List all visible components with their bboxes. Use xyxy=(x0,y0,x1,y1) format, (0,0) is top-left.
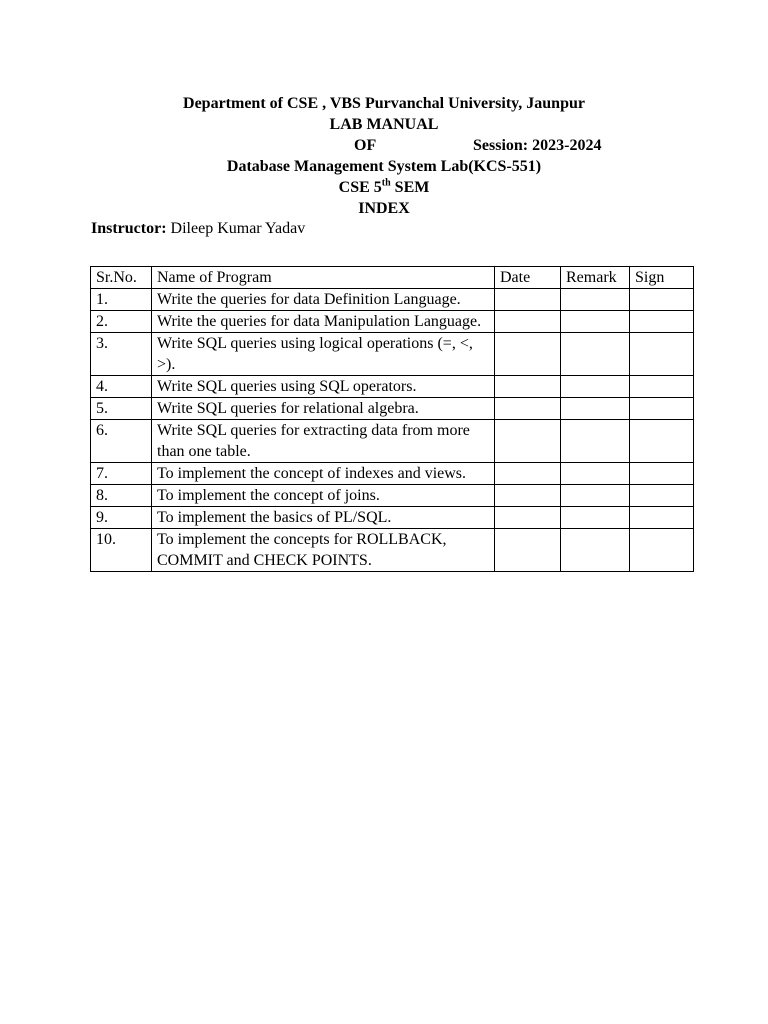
row-date-cell xyxy=(495,463,561,485)
row-sr-no: 10. xyxy=(91,529,152,572)
row-date-cell xyxy=(495,311,561,333)
of-label: OF xyxy=(354,137,377,154)
table-row xyxy=(91,507,694,529)
row-sr-no: 3. xyxy=(91,333,152,376)
instructor-label: Instructor: xyxy=(91,220,167,237)
row-sign-cell xyxy=(630,529,694,572)
table-row xyxy=(91,420,694,463)
row-program-name: To implement the concepts for ROLLBACK, COMMIT and CHECK POINTS. xyxy=(152,529,495,572)
row-program-name: To implement the basics of PL/SQL. xyxy=(152,507,495,529)
row-sign-cell xyxy=(630,311,694,333)
row-remark-cell xyxy=(561,311,630,333)
row-program-name: Write SQL queries using logical operations (=, <, >). xyxy=(152,333,495,376)
row-sr-no: 9. xyxy=(91,507,152,529)
row-sign-cell xyxy=(630,420,694,463)
table-header-row xyxy=(91,267,694,289)
semester-prefix: CSE 5 xyxy=(338,179,382,196)
row-sr-no: 2. xyxy=(91,311,152,333)
row-date-cell xyxy=(495,333,561,376)
table-row xyxy=(91,289,694,311)
semester-heading xyxy=(0,178,768,198)
row-sr-no: 8. xyxy=(91,485,152,507)
row-remark-cell xyxy=(561,420,630,463)
index-heading: INDEX xyxy=(358,200,410,217)
row-program-name: Write the queries for data Definition Language. xyxy=(152,289,495,311)
semester-suffix: SEM xyxy=(390,179,430,196)
row-sign-cell xyxy=(630,507,694,529)
row-sr-no: 7. xyxy=(91,463,152,485)
row-sr-no: 1. xyxy=(91,289,152,311)
header-sign: Sign xyxy=(630,267,694,289)
instructor-name: Dileep Kumar Yadav xyxy=(166,220,306,237)
row-date-cell xyxy=(495,485,561,507)
table-row xyxy=(91,463,694,485)
row-program-name: To implement the concept of joins. xyxy=(152,485,495,507)
row-remark-cell xyxy=(561,463,630,485)
row-date-cell xyxy=(495,376,561,398)
row-sign-cell xyxy=(630,333,694,376)
header-date: Date xyxy=(495,267,561,289)
row-date-cell xyxy=(495,529,561,572)
row-date-cell xyxy=(495,507,561,529)
row-sign-cell xyxy=(630,289,694,311)
table-row xyxy=(91,376,694,398)
row-sign-cell xyxy=(630,463,694,485)
instructor-line xyxy=(91,219,305,239)
row-sign-cell xyxy=(630,398,694,420)
lab-manual-heading: LAB MANUAL xyxy=(329,116,439,133)
semester-superscript: th xyxy=(381,177,391,189)
row-sr-no: 6. xyxy=(91,420,152,463)
session-label: Session: 2023-2024 xyxy=(473,137,602,154)
row-date-cell xyxy=(495,289,561,311)
row-remark-cell xyxy=(561,507,630,529)
row-remark-cell xyxy=(561,485,630,507)
row-sr-no: 4. xyxy=(91,376,152,398)
row-remark-cell xyxy=(561,333,630,376)
row-sr-no: 5. xyxy=(91,398,152,420)
row-sign-cell xyxy=(630,485,694,507)
row-remark-cell xyxy=(561,529,630,572)
table-row xyxy=(91,529,694,572)
table-row xyxy=(91,311,694,333)
row-remark-cell xyxy=(561,398,630,420)
course-title: Database Management System Lab(KCS-551) xyxy=(226,158,542,175)
row-program-name: To implement the concept of indexes and views. xyxy=(152,463,495,485)
row-program-name: Write SQL queries for extracting data from more than one table. xyxy=(152,420,495,463)
header-remark: Remark xyxy=(561,267,630,289)
header-program-name: Name of Program xyxy=(152,267,495,289)
row-date-cell xyxy=(495,420,561,463)
row-sign-cell xyxy=(630,376,694,398)
table-row xyxy=(91,333,694,376)
table-row xyxy=(91,485,694,507)
row-program-name: Write SQL queries for relational algebra. xyxy=(152,398,495,420)
row-remark-cell xyxy=(561,289,630,311)
row-remark-cell xyxy=(561,376,630,398)
row-program-name: Write SQL queries using SQL operators. xyxy=(152,376,495,398)
index-table xyxy=(90,266,694,572)
row-date-cell xyxy=(495,398,561,420)
header-sr-no: Sr.No. xyxy=(91,267,152,289)
department-heading: Department of CSE , VBS Purvanchal University, Jaunpur xyxy=(183,95,585,112)
row-program-name: Write the queries for data Manipulation Language. xyxy=(152,311,495,333)
table-row xyxy=(91,398,694,420)
